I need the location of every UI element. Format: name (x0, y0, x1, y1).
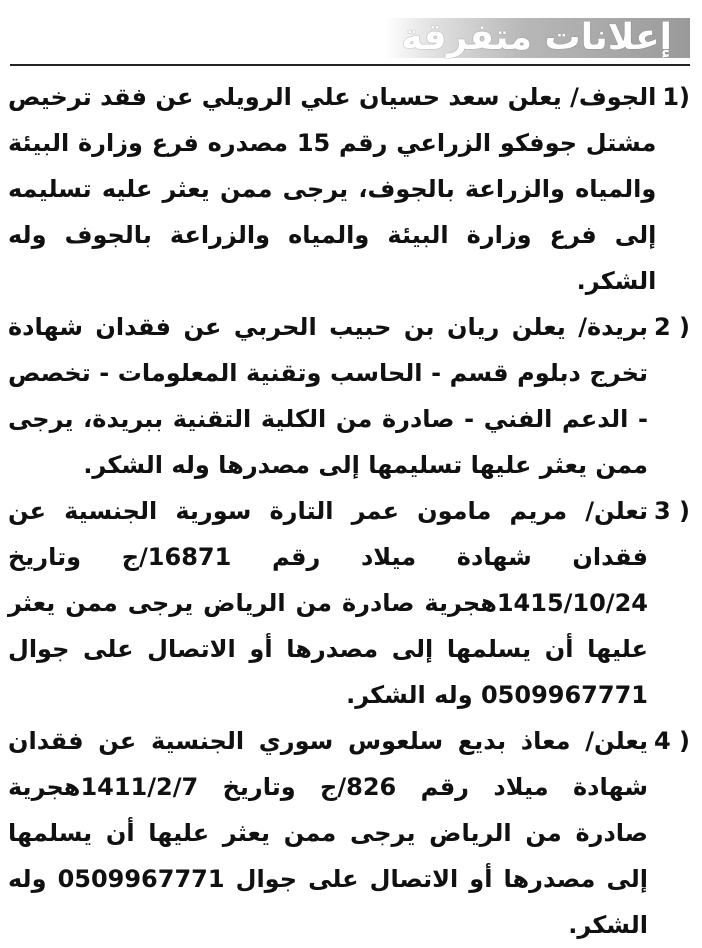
ad-item-1 (8, 74, 690, 304)
ad-number: 4 ) (653, 727, 690, 755)
ad-text: يعلن/ معاذ بديع سلعوس سوري الجنسية عن فقدان شهادة ميلاد رقم 826/ج وتاريخ 1411/2/7هجرية صادرة من الرياض يرجى ممن يعثر عليها أن يسلمها إلى مصدرها أو الاتصال على جوال 0509967771 وله الشكر. (8, 727, 648, 939)
ad-number: 2 ) (653, 313, 690, 341)
section-header (10, 8, 690, 64)
ad-item-4 (8, 718, 690, 948)
ad-text: تعلن/ مريم مامون عمر التارة سورية الجنسية عن فقدان شهادة ميلاد رقم 16871/ج وتاريخ 1415/10/24هجرية صادرة من الرياض يرجى ممن يعثر عليها أن يسلمها إلى مصدرها أو الاتصال على جوال 0509967771 وله الشكر. (8, 497, 648, 709)
ad-text: الجوف/ يعلن سعد حسيان علي الرويلي عن فقد ترخيص مشتل جوفكو الزراعي رقم 15 مصدره فرع وزارة البيئة والمياه والزراعة بالجوف، يرجى ممن يعثر عليه تسليمه إلى فرع وزارة البيئة والمياه والزراعة بالجوف وله الشكر. (8, 83, 657, 295)
section-title: إعلانات متفرقة (401, 17, 672, 58)
ad-text: بريدة/ يعلن ريان بن حبيب الحربي عن فقدان شهادة تخرج دبلوم قسم - الحاسب وتقنية المعلومات - تخصص - الدعم الفني - صادرة من الكلية التقنية ببريدة، يرجى ممن يعثر عليها تسليمها إلى مصدرها وله الشكر. (8, 313, 648, 479)
classified-ads-list (8, 74, 690, 948)
ad-item-3 (8, 488, 690, 718)
ad-number: 3 ) (653, 497, 690, 525)
ad-item-2 (8, 304, 690, 488)
header-divider (10, 64, 690, 66)
ad-number: 1) (662, 83, 690, 111)
